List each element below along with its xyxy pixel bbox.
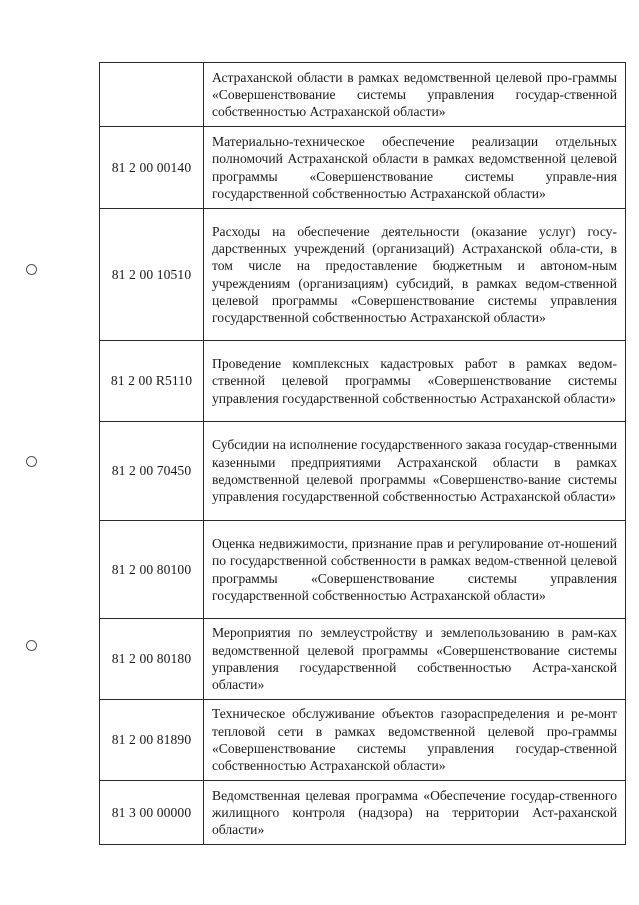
target-article-code: 81 2 00 81890 [100, 700, 204, 781]
expense-description [204, 341, 626, 422]
expense-description-text: Астраханской области в рамках ведомственной целевой про-граммы «Совершенствование системы управления государ-ственной собственностью Астраханской области» [212, 69, 617, 120]
table-row [100, 422, 626, 521]
expense-description-text: Техническое обслуживание объектов газораспределения и ре-монт тепловой сети в рамках ведомственной целевой про-граммы «Совершенствование системы управления государ-ственной собственностью Астраханской области» [212, 706, 617, 774]
punch-hole-bottom [26, 640, 37, 651]
table-row [100, 781, 626, 845]
expense-description-text: Оценка недвижимости, признание прав и регулирование от-ношений по государственной собственности в рамках ведом-ственной целевой программы «Совершенствование системы управления государственной собственностью Астраханской области» [212, 535, 617, 603]
target-article-code: 81 3 00 00000 [100, 781, 204, 845]
table-row [100, 521, 626, 619]
expense-description [204, 781, 626, 845]
target-article-code: 81 2 00 00140 [100, 127, 204, 209]
table-row [100, 127, 626, 209]
table-row [100, 619, 626, 700]
expense-description [204, 521, 626, 619]
expense-description [204, 619, 626, 700]
expense-description [204, 700, 626, 781]
target-article-code: 81 2 00 70450 [100, 422, 204, 521]
expense-description [204, 63, 626, 127]
target-article-code: 81 2 00 80180 [100, 619, 204, 700]
table-row [100, 63, 626, 127]
target-article-code: 81 2 00 80100 [100, 521, 204, 619]
table-row [100, 700, 626, 781]
target-article-code [100, 63, 204, 127]
expense-description-text: Мероприятия по землеустройству и землепользованию в рам-ках ведомственной целевой программы «Совершенствование системы управления государственной собственностью Астра-ханской области» [212, 625, 617, 693]
expense-description [204, 422, 626, 521]
expense-description [204, 209, 626, 341]
target-article-code: 81 2 00 10510 [100, 209, 204, 341]
expense-description-text: Ведомственная целевая программа «Обеспечение государ-ственного жилищного контроля (надзора) на территории Аст-раханской области» [212, 787, 617, 838]
punch-hole-middle [26, 456, 37, 467]
expense-description-text: Проведение комплексных кадастровых работ в рамках ведом-ственной целевой программы «Совершенствование системы управления государственной собственностью Астраханской области» [212, 356, 617, 406]
target-article-code: 81 2 00 R5110 [100, 341, 204, 422]
expense-description-text: Расходы на обеспечение деятельности (оказание услуг) госу-дарственных учреждений (организаций) Астраханской обла-сти, в том числе на предоставление бюджетным и автоном-ным учреждениям (организациям) субсидий, в рамках ведом-ственной целевой программы «Совершенствование системы управления государственной собственностью Астраханской области» [212, 223, 617, 326]
expense-description [204, 127, 626, 209]
table-row [100, 209, 626, 341]
punch-hole-top [26, 264, 37, 275]
budget-classification-table [99, 62, 626, 845]
expense-description-text: Субсидии на исполнение государственного заказа государ-ственными казенными предприятиями Астраханской области в рамках ведомственной целевой программы «Совершенство-вание системы управления государственной собственностью Астраханской области» [212, 437, 617, 505]
expense-description-text: Материально-техническое обеспечение реализации отдельных полномочий Астраханской области в рамках ведомственной целевой программы «Совершенствование системы управле-ния государственной собственностью Астраханской области» [212, 133, 617, 201]
table-row [100, 341, 626, 422]
